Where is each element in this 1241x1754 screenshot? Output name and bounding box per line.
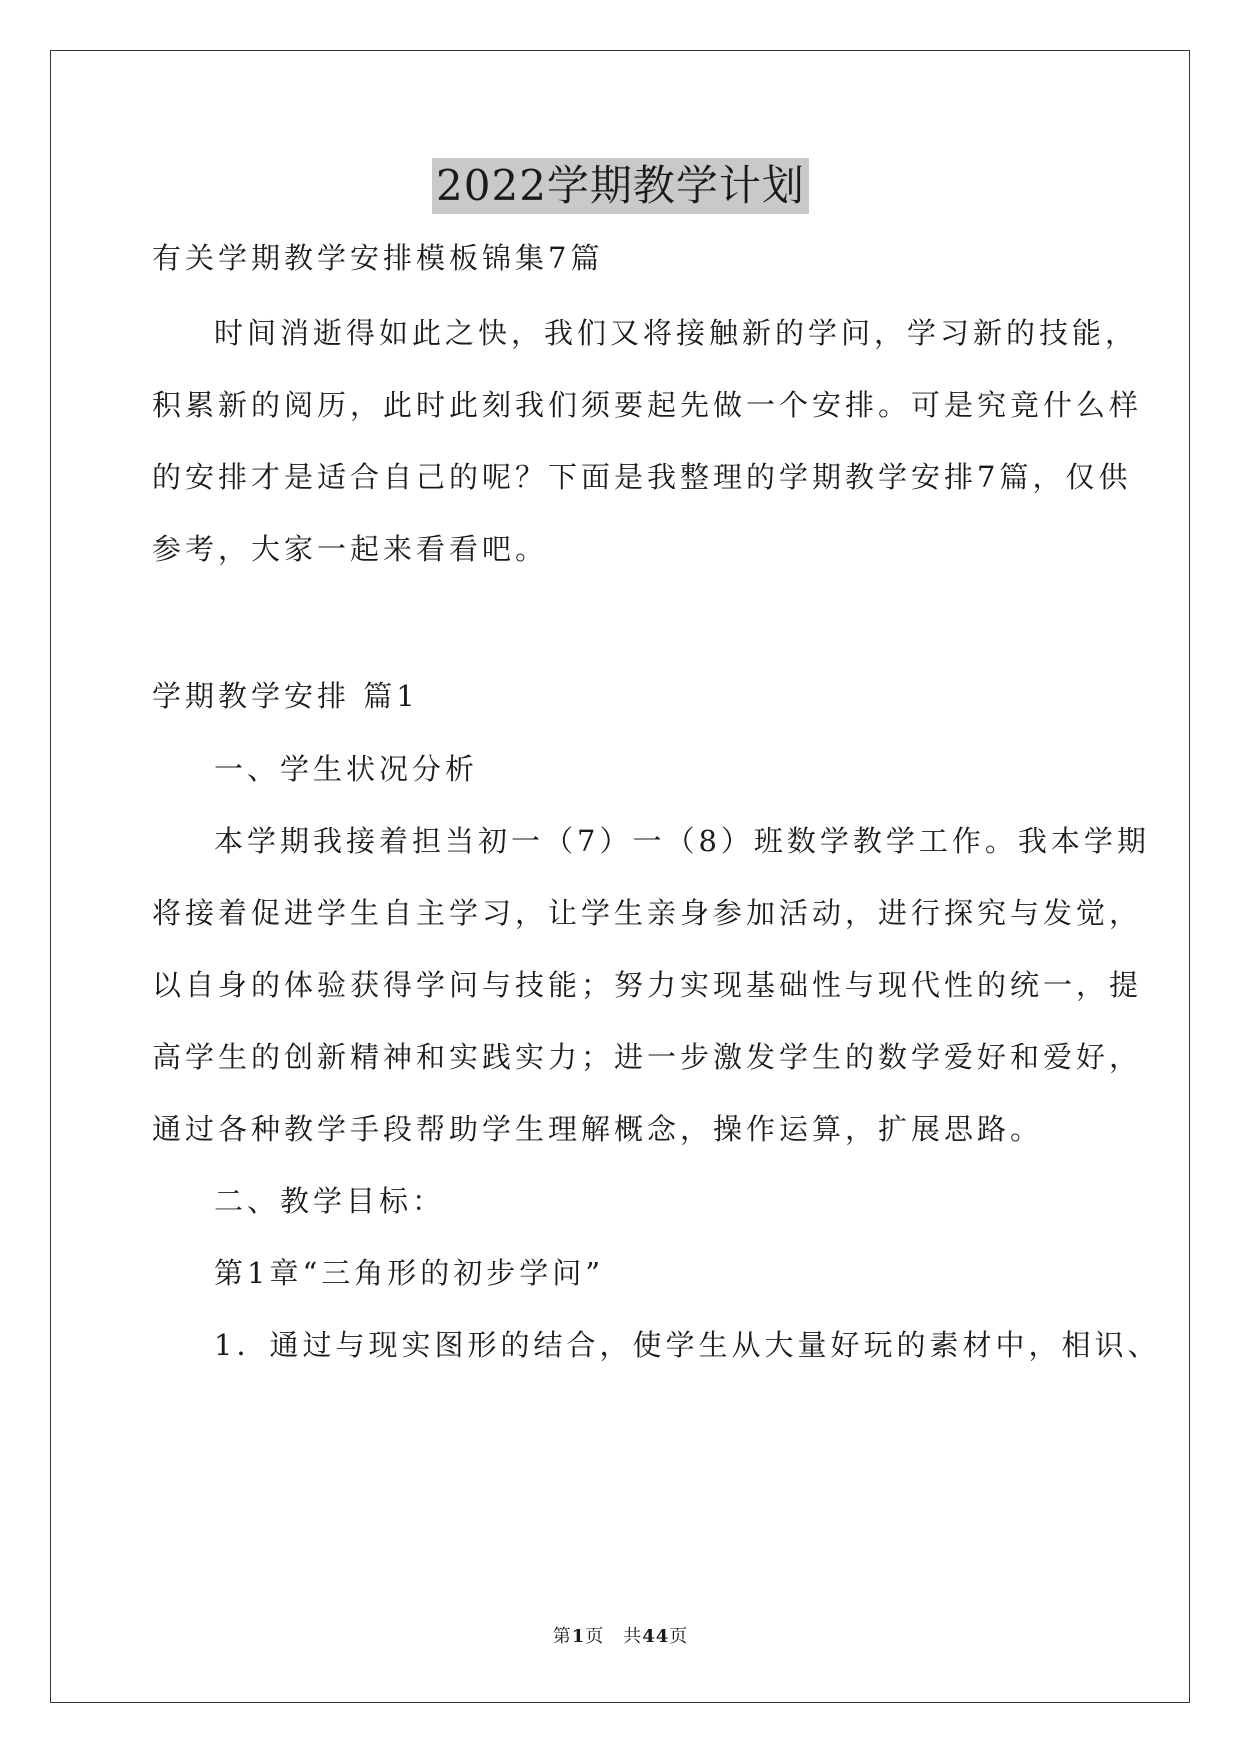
intro-line-2: 积累新的阅历，此时此刻我们须要起先做一个安排。可是究竟什么样 (152, 388, 1143, 422)
footer-page-suffix: 页 (669, 1626, 689, 1647)
heading-student-analysis: 一、学生状况分析 (214, 752, 479, 786)
chapter-1-heading: 第1章“三角形的初步学问” (214, 1256, 605, 1290)
intro-line-3: 的安排才是适合自己的呢？下面是我整理的学期教学安排7篇，仅供 (152, 460, 1132, 494)
intro-line-1: 时间消逝得如此之快，我们又将接触新的学问，学习新的技能， (214, 316, 1139, 350)
goal-item-1: 1．通过与现实图形的结合，使学生从大量好玩的素材中，相识、 (214, 1328, 1161, 1362)
heading-goals: 二、教学目标： (214, 1184, 446, 1218)
analysis-line-3: 以自身的体验获得学问与技能；努力实现基础性与现代性的统一，提 (152, 968, 1143, 1002)
document-subtitle: 有关学期教学安排模板锦集7篇 (152, 241, 604, 275)
footer-page-number: 1 (571, 1626, 586, 1647)
document-title (0, 158, 1241, 214)
footer-page-prefix: 第 (552, 1626, 572, 1647)
footer-page-total: 44 (642, 1626, 670, 1647)
page-border (50, 50, 1190, 1703)
analysis-line-1: 本学期我接着担当初一（7）一（8）班数学教学工作。我本学期 (214, 824, 1150, 858)
document-title-text: 2022学期教学计划 (432, 158, 809, 214)
footer-page-mid: 页 共 (585, 1626, 643, 1647)
section-heading: 学期教学安排 篇1 (152, 679, 419, 713)
page-footer (0, 1625, 1241, 1649)
intro-line-4: 参考，大家一起来看看吧。 (152, 532, 549, 566)
analysis-line-4: 高学生的创新精神和实践实力；进一步激发学生的数学爱好和爱好， (152, 1040, 1143, 1074)
analysis-line-2: 将接着促进学生自主学习，让学生亲身参加活动，进行探究与发觉， (152, 896, 1143, 930)
analysis-line-5: 通过各种教学手段帮助学生理解概念，操作运算，扩展思路。 (152, 1112, 1044, 1146)
